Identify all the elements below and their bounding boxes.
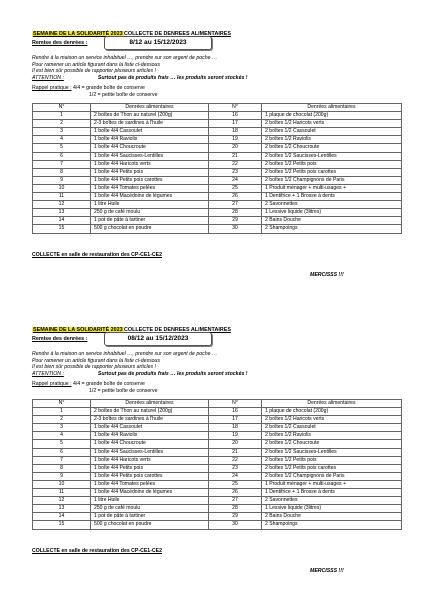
table-cell: 2 boîtes 1/2 Petits pois	[262, 160, 402, 168]
table-cell: 17	[209, 120, 262, 128]
table-cell: 1 pot de pâte à tartiner	[91, 217, 209, 225]
table-row	[33, 440, 402, 448]
table-cell: 11	[33, 489, 91, 497]
table-cell: 1 Lessive liquide (3litres)	[262, 505, 402, 513]
table-cell: 2	[33, 416, 91, 424]
semaine-label: SEMAINE DE LA SOLIDARITÉ 2023	[33, 31, 123, 37]
denrees-table	[32, 103, 402, 234]
notes	[32, 351, 392, 377]
table-row	[33, 193, 402, 201]
table-header-row	[33, 400, 402, 408]
table-row	[33, 217, 402, 225]
note-line: Il est bien sûr possible de rapporter plusieurs articles !	[32, 68, 156, 75]
warning-text: Surtout pas de produits frais … les produits seront stockés !	[97, 370, 248, 377]
table-cell: 17	[209, 416, 262, 424]
table-cell: 8	[33, 464, 91, 472]
table-cell: 12	[33, 497, 91, 505]
table-cell: 1 plaque de chocolat (200g)	[262, 112, 402, 120]
table-row	[33, 128, 402, 136]
table-cell: 28	[209, 505, 262, 513]
table-cell: 2-3 boîtes de sardines à l'huile	[91, 416, 209, 424]
table-cell: 1 litre Huile	[91, 497, 209, 505]
table-row	[33, 456, 402, 464]
table-cell: 1 pot de pâte à tartiner	[91, 513, 209, 521]
note-line: Pour ramener un article figurant dans la liste ci-dessous	[32, 61, 161, 68]
remise-label: Remise des denrées :	[32, 336, 88, 342]
table-cell: 2 boîtes 1/2 Choucroute	[262, 144, 402, 152]
table-row	[33, 497, 402, 505]
table-row	[33, 480, 402, 488]
table-cell: 24	[209, 472, 262, 480]
table-row	[33, 505, 402, 513]
table-cell: 1 boîte 4/4 Haricots verts	[91, 456, 209, 464]
table-cell: 2 Shampoings	[262, 521, 402, 529]
table-cell: 2 Bains Douche	[262, 217, 402, 225]
table-cell: 3	[33, 424, 91, 432]
column-header: N°	[33, 400, 91, 408]
column-header: Denrées alimentaires	[262, 400, 402, 408]
table-cell: 2 boîtes 1/2 Petits pois carottes	[262, 464, 402, 472]
table-cell: 2 boîtes 1/2 Petits pois carottes	[262, 168, 402, 176]
table-cell: 12	[33, 201, 91, 209]
note-line: Rendre à la maison un service inhabituel …, prendre sur son argent de poche …	[32, 351, 218, 357]
table-cell: 20	[209, 144, 262, 152]
table-row	[33, 416, 402, 424]
table-cell: 21	[209, 448, 262, 456]
table-cell: 24	[209, 176, 262, 184]
table-cell: 6	[33, 448, 91, 456]
table-row	[33, 521, 402, 529]
rappel-line: 4/4 = grande boîte de conserve	[72, 85, 145, 91]
table-cell: 3	[33, 128, 91, 136]
table-cell: 1 Produit ménager + multi-usages +	[262, 480, 402, 488]
table-row	[33, 176, 402, 184]
collecte-title: COLLECTE DE DENREES ALIMENTAIRES	[124, 31, 231, 37]
rappel-pratique	[32, 381, 158, 394]
table-cell: 2 Shampoings	[262, 225, 402, 233]
table-cell: 1 boîte 4/4 Raviolis	[91, 136, 209, 144]
table-cell: 250 g de café moulu	[91, 209, 209, 217]
table-row	[33, 184, 402, 192]
table-cell: 1 boîte 4/4 Saucisses-Lentilles	[91, 448, 209, 456]
table-cell: 2 Savonnettes	[262, 201, 402, 209]
table-row	[33, 112, 402, 120]
table-cell: 2 boîtes 1/2 Champignons de Paris	[262, 176, 402, 184]
rappel-line: 1/2 = petite boîte de conserve	[89, 91, 158, 98]
table-cell: 14	[33, 217, 91, 225]
table-row	[33, 424, 402, 432]
table-cell: 15	[33, 225, 91, 233]
table-cell: 13	[33, 505, 91, 513]
table-cell: 2 boîtes 1/2 Cassoulet	[262, 424, 402, 432]
table-cell: 2 Savonnettes	[262, 497, 402, 505]
table-cell: 500 g chocolat en poudre	[91, 225, 209, 233]
table-cell: 1 boîte 4/4 Cassoulet	[91, 128, 209, 136]
table-cell: 27	[209, 497, 262, 505]
table-cell: 1 boîte 4/4 Macédoine de légumes	[91, 193, 209, 201]
table-cell: 16	[209, 112, 262, 120]
table-cell: 6	[33, 152, 91, 160]
table-cell: 9	[33, 176, 91, 184]
table-cell: 250 g de café moulu	[91, 505, 209, 513]
attention-label: ATTENTION :	[32, 370, 64, 377]
table-cell: 1 boîte 4/4 Petits pois	[91, 168, 209, 176]
table-cell: 27	[209, 201, 262, 209]
notes	[32, 55, 392, 81]
table-cell: 1 boîte 4/4 Saucisses-Lentilles	[91, 152, 209, 160]
table-cell: 18	[209, 128, 262, 136]
table-cell: 2 boîtes 1/2 Haricots verts	[262, 120, 402, 128]
table-cell: 1 boîte 4/4 Tomates pelées	[91, 480, 209, 488]
table-cell: 1 boîte 4/4 Macédoine de légumes	[91, 489, 209, 497]
table-cell: 2 boîtes 1/2 Petits pois	[262, 456, 402, 464]
merci-text: MERCISSS !!!	[310, 568, 344, 574]
note-line: Rendre à la maison un service inhabituel …, prendre sur son argent de poche …	[32, 55, 218, 61]
rappel-line: 4/4 = grande boîte de conserve	[72, 381, 145, 387]
table-cell: 1 Dentifrice + 1 Brosse à dents	[262, 193, 402, 201]
flyer-bottom	[0, 296, 424, 596]
column-header: N°	[33, 104, 91, 112]
attention-label: ATTENTION :	[32, 74, 64, 81]
table-cell: 16	[209, 408, 262, 416]
column-header: Denrées alimentaires	[91, 400, 209, 408]
table-cell: 1 plaque de chocolat (200g)	[262, 408, 402, 416]
table-cell: 4	[33, 432, 91, 440]
table-cell: 28	[209, 209, 262, 217]
note-line: Il est bien sûr possible de rapporter plusieurs articles !	[32, 364, 156, 371]
table-cell: 7	[33, 456, 91, 464]
table-cell: 500 g chocolat en poudre	[91, 521, 209, 529]
rappel-label: Rappel pratique :	[32, 381, 72, 387]
table-row	[33, 209, 402, 217]
table-cell: 25	[209, 480, 262, 488]
table-cell: 1 boîte 4/4 Choucroute	[91, 144, 209, 152]
collecte-salle: COLLECTE en salle de restauration des CP-CE1-CE2	[32, 548, 163, 554]
table-cell: 23	[209, 464, 262, 472]
rappel-pratique	[32, 85, 158, 98]
column-header: Denrées alimentaires	[91, 104, 209, 112]
table-cell: 2 boîtes de Thon au naturel (200g)	[91, 112, 209, 120]
table-cell: 13	[33, 209, 91, 217]
table-cell: 29	[209, 217, 262, 225]
table-cell: 20	[209, 440, 262, 448]
table-cell: 30	[209, 521, 262, 529]
table-cell: 21	[209, 152, 262, 160]
table-cell: 2 boîtes 1/2 Saucisses-Lentilles	[262, 448, 402, 456]
table-cell: 15	[33, 521, 91, 529]
table-cell: 1 boîte 4/4 Choucroute	[91, 440, 209, 448]
table-cell: 2 boîtes de Thon au naturel (200g)	[91, 408, 209, 416]
table-cell: 1 boîte 4/4 Cassoulet	[91, 424, 209, 432]
table-cell: 1 boîte 4/4 Petits pois carottes	[91, 176, 209, 184]
table-cell: 26	[209, 193, 262, 201]
table-cell: 2 boîtes 1/2 Raviolis	[262, 432, 402, 440]
table-row	[33, 136, 402, 144]
rappel-line: 1/2 = petite boîte de conserve	[89, 387, 158, 394]
table-cell: 30	[209, 225, 262, 233]
table-cell: 26	[209, 489, 262, 497]
table-cell: 19	[209, 136, 262, 144]
table-cell: 19	[209, 432, 262, 440]
table-row	[33, 513, 402, 521]
table-cell: 2	[33, 120, 91, 128]
collecte-title: COLLECTE DE DENREES ALIMENTAIRES	[124, 327, 231, 333]
table-cell: 4	[33, 136, 91, 144]
table-cell: 1 boîte 4/4 Tomates pelées	[91, 184, 209, 192]
merci-text: MERCISSS !!!	[310, 272, 344, 278]
table-cell: 2-3 boîtes de sardines à l'huile	[91, 120, 209, 128]
table-cell: 5	[33, 144, 91, 152]
table-row	[33, 168, 402, 176]
table-row	[33, 144, 402, 152]
date-box: 8/12 au 15/12/2023	[104, 36, 212, 50]
table-cell: 5	[33, 440, 91, 448]
collecte-salle: COLLECTE en salle de restauration des CP-CE1-CE2	[32, 252, 163, 258]
table-cell: 22	[209, 160, 262, 168]
table-cell: 2 boîtes 1/2 Choucroute	[262, 440, 402, 448]
table-cell: 1 Dentifrice + 1 Brosse à dents	[262, 489, 402, 497]
table-cell: 7	[33, 160, 91, 168]
rappel-label: Rappel pratique :	[32, 85, 72, 91]
table-cell: 1 boîte 4/4 Raviolis	[91, 432, 209, 440]
table-cell: 2 boîtes 1/2 Haricots verts	[262, 416, 402, 424]
table-row	[33, 225, 402, 233]
table-cell: 1 boîte 4/4 Haricots verts	[91, 160, 209, 168]
table-cell: 1	[33, 408, 91, 416]
table-cell: 18	[209, 424, 262, 432]
table-cell: 11	[33, 193, 91, 201]
remise-label: Remise des denrées :	[32, 40, 88, 46]
table-cell: 8	[33, 168, 91, 176]
table-cell: 2 boîtes 1/2 Champignons de Paris	[262, 472, 402, 480]
column-header: N°	[209, 400, 262, 408]
table-cell: 10	[33, 184, 91, 192]
note-line: Pour ramener un article figurant dans la liste ci-dessous	[32, 357, 161, 364]
table-row	[33, 120, 402, 128]
table-cell: 9	[33, 472, 91, 480]
table-cell: 1 Produit ménager + multi-usages +	[262, 184, 402, 192]
table-cell: 1 litre Huile	[91, 201, 209, 209]
table-cell: 1 boîte 4/4 Petits pois	[91, 464, 209, 472]
date-box: 08/12 au 15/12/2023	[104, 332, 212, 346]
table-row	[33, 160, 402, 168]
table-row	[33, 448, 402, 456]
table-cell: 1 boîte 4/4 Petits pois carottes	[91, 472, 209, 480]
table-row	[33, 408, 402, 416]
table-row	[33, 472, 402, 480]
warning-text: Surtout pas de produits frais … les produits seront stockés !	[97, 74, 248, 81]
table-cell: 22	[209, 456, 262, 464]
semaine-label: SEMAINE DE LA SOLIDARITÉ 2023	[33, 327, 123, 333]
table-cell: 1 Lessive liquide (3litres)	[262, 209, 402, 217]
table-row	[33, 152, 402, 160]
table-cell: 2 boîtes 1/2 Saucisses-Lentilles	[262, 152, 402, 160]
table-cell: 10	[33, 480, 91, 488]
table-cell: 1	[33, 112, 91, 120]
denrees-table	[32, 399, 402, 530]
table-row	[33, 464, 402, 472]
table-row	[33, 432, 402, 440]
table-cell: 14	[33, 513, 91, 521]
table-row	[33, 489, 402, 497]
table-cell: 23	[209, 168, 262, 176]
table-row	[33, 201, 402, 209]
table-cell: 25	[209, 184, 262, 192]
column-header: N°	[209, 104, 262, 112]
table-cell: 2 boîtes 1/2 Raviolis	[262, 136, 402, 144]
table-header-row	[33, 104, 402, 112]
table-cell: 29	[209, 513, 262, 521]
table-cell: 2 Bains Douche	[262, 513, 402, 521]
table-cell: 2 boîtes 1/2 Cassoulet	[262, 128, 402, 136]
column-header: Denrées alimentaires	[262, 104, 402, 112]
